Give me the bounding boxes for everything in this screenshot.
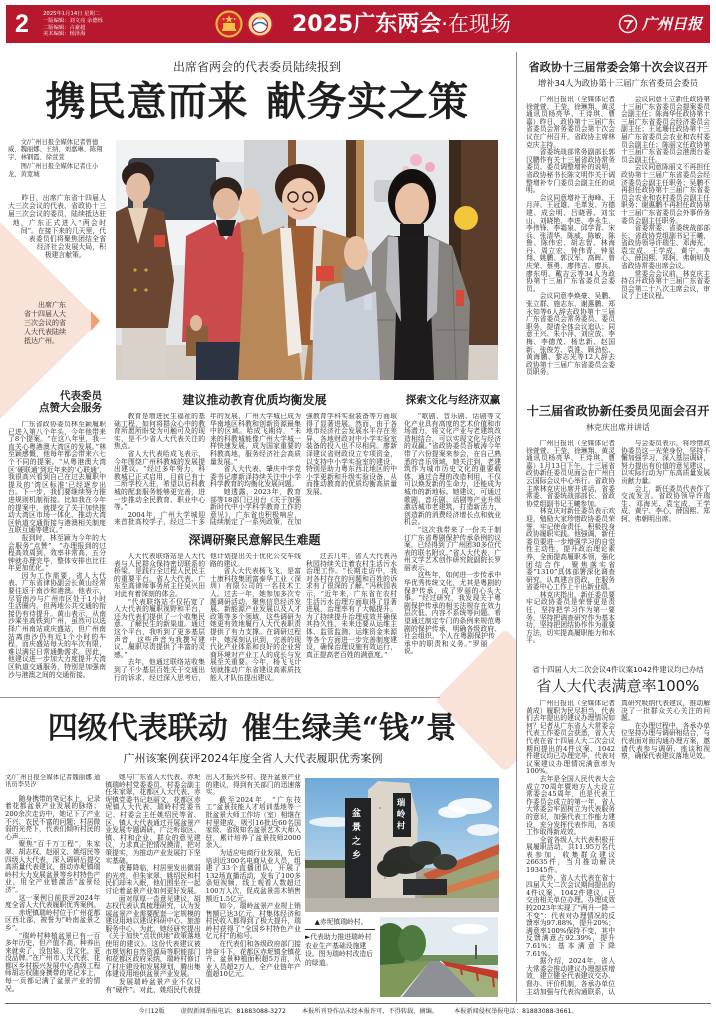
feature-headline bbox=[0, 711, 504, 747]
paragraph: 林克庆指出，新任委员要牢记政协委员是荣誉更是责任，坚持把学习作为第一要务，坚持把调查研究作为基本功，坚持把团结协作作为重要方法，切实提高履职能力和水平。 bbox=[526, 590, 615, 645]
photo-caption: ▲赤坭镇瑞岭村。 bbox=[314, 918, 368, 926]
paragraph: 全省各级人大代表积极开展履职活动，共11.95万名代表参加，收集群众建议26635件，当月推动解决19345件。 bbox=[526, 835, 615, 875]
paragraph: 去年，他通过联络站收集到了不少基层百姓关于交通出行的诉求，经过深入思考后，他计划提出关于优化公交车线路的建议。 bbox=[114, 553, 301, 682]
paragraph: 省委统战部常务副部长郭汉鹏作有关十三届省政协常务委员、委员调整增补的说明，省政协秘书长陈文明作关于调整增补专门委员会副主任的说明。 bbox=[526, 148, 615, 195]
lead-photo bbox=[116, 140, 498, 380]
section-title-main: 2025广东两会 bbox=[292, 12, 442, 37]
photo-caption: ►代表助力推进瑞岭村农业生产基础设施建设。图为瑞岭村改造后的绿道。 bbox=[305, 933, 373, 967]
section-body bbox=[8, 421, 106, 691]
brand-name: 广州日报 bbox=[642, 15, 703, 33]
story-headline: 十三届省政协新任委员见面会召开 bbox=[526, 404, 710, 418]
paragraph: 为适应电商行业发展，先后培训近300名电商从业人员，组建了33个直播团队，开展了132场直播活动，发布了100多条短视频，线上观看人数超过100万人次，促成盆景苗木销售额近1.5亿元。 bbox=[205, 848, 301, 903]
paragraph: 如今，瑞岭盆景产业规上销售额已达3亿元，村集体经济和村民收入都得到了极大提升，瑞岭村获得了“全国乡村特色产业亿元村”的称号。 bbox=[205, 902, 301, 941]
footer-item: 虚假新闻举报电话：81883088-3272 bbox=[180, 1008, 286, 1015]
story-subheadline: 增补34人为政协第十三届广东省委员会委员 bbox=[538, 78, 698, 88]
paragraph: 截至2024年，“广东技工”盆景技能人才培训基地等一批盆景大师工作坊（室）相继在村里建成，吸引16批近60名国家级、省级知名盆景艺术大师入驻，累计培养了盆景技师2000余人。 bbox=[205, 795, 301, 850]
paragraph: “这次我带来了一份关于制订广东省粤剧保护传承条例的议案，已经得到了广州团30多位代表的联名附议。”省人大代表、广州文学艺术创作研究院副院长罗丽表示。 bbox=[404, 525, 501, 572]
cppcc-emblem-icon bbox=[246, 10, 274, 38]
footer-item: 本报所刊登作品未经本报许可，不得转载、摘编。 bbox=[301, 1008, 438, 1015]
section-divider bbox=[0, 697, 440, 698]
paragraph: 省人大代表杨飞飞，是富士康科技集团富泰华工业（深圳）有限公司的一名技术工人。过去一年，她参加多次专题调研活动，聚焦信息经济发展、新能源产业发展以及人才政策等多个领域，这些调研为她更有效地履行人大代表职责提供了有力支撑。在调研过程中，她深刻认识到，完善的现代化产业体系和良好的企业营商环境对产业工人的成长与发展至关重要。今年，杨飞飞计划就推动广东省建设高素质技能人才队伍提出建议。 bbox=[210, 567, 301, 682]
byline-photo: 图/广州日报全媒体记者庄小龙、黄宽城 bbox=[8, 163, 99, 178]
paragraph: 面对厚厚一沓意见建议，胡志权代表认真梳理研究，认为发展盆景产业需要配套一定规模的建设用地以建设科研中心、旅游服务中心。为此，她经研究提出《关于加快“点状供地”政策落地使用的建议》。这份代表建议被市规划和自然资源局等职能部门和花都区政府采纳，瑞岭村修订了村庄建设和发展规划，腾出集体建设用地供盆景产业发展。 bbox=[105, 894, 201, 979]
paragraph: “瑞岭村种植盆景已有一百多年历史，但产值不高，种养出来就卖了，没包装、没文化，更没品牌。”在广州市人大代表、花都区乡村振兴发展中心高级工程师胡志权随身携带的笔记本上，每一页都记满了盆景产业的情况。 bbox=[5, 931, 101, 993]
story-body bbox=[526, 96, 710, 383]
feature-body bbox=[5, 774, 301, 1000]
section-heading: 探索文化与经济双赢 bbox=[405, 394, 501, 406]
footer-item: 本报新闻侵权举报电话：81883088-3661。 bbox=[453, 1008, 578, 1015]
paragraph: “歌剧、音乐剧、话剧等文化产业具有高度的艺术价值和市场潜力，将文化产业与老建筑改造相结合，可以实现文化与经济的双赢。”省政协委员吾敏涛今年带了六份提案来参会，在自己熟悉的音乐领域，她关注到，老建筑作为城市历史文化的重要载体，通过合理的改造利用，不仅可以焕发新的生命力，还能成为城市的新地标。她建议，可通过歌剧、音乐剧、话剧等产业升级激活城市老建筑，打造新活力，创造新的消费经济增长点和就业机会。 bbox=[404, 413, 501, 527]
photo-caption-text: 出席广东省十四届人大三次会议的省人大代表陆续抵达广州。 bbox=[24, 301, 66, 345]
section-heading bbox=[8, 391, 102, 414]
paragraph: 随身携带的笔记本上，记录着花都盆景产业发展的脉络；200余次走访中，她记下了产业不兴、农民不富的问题；村居微弱的光亮下，代表们倾听村民的心声…… bbox=[5, 794, 101, 841]
issue-date: 2025年1月14日 星期二 bbox=[43, 11, 101, 17]
editor-line: 美术编辑：杨泽海 bbox=[43, 31, 86, 38]
section-body bbox=[404, 413, 501, 690]
paragraph: 因为工作需要，省人大代表、广东省律协副会长黄山经常要往返于南沙和港澳。他表示，尽管南沙与广州市区处于1小时生活圈内，但两地公共交通的衔接仍有待提升。黄山表示，从南沙乘坐高铁到广州，虽然可以选择广州南站或庆盛站，但广州南站离南沙仍有近1个小时的车程，而庆盛站每天的车次有限，难以满足日常通勤需求。因此，他建议进一步加大力度提升大湾区轨道交通服务，特别是加强南沙与港澳之间的交通衔接。 bbox=[8, 571, 106, 679]
section-heading-line: 点赞大会服务 bbox=[39, 401, 102, 414]
paragraph: 会议同意陈丽文不再担任政协第十三届广东省委员会经济委员会副主任职务；吴鹏不再担任政协第十三届广东省委员会农业和农村委员会副主任职务；谢惠鹏不再担任政协第十三届广东省委员会外事侨务委员会副主任职务。 bbox=[621, 163, 710, 225]
paragraph: 广州日报讯（全媒体记者徐萱萱、王莹、徐琳翔、黄灵 通讯员杨亮华、王诗琪、曹嘉）昨日，政协第十三届广东省委员会常务委员会第十次会议在广州召开。省政协主席林克庆主持。 bbox=[526, 96, 615, 149]
footer-rule bbox=[5, 1003, 711, 1004]
paragraph: 与会委员表示，将珍惜政协委员这一光荣身份，坚持不懈加强学习，深入基层调研，努力提出有价值的意见建议，以实际行动为广东高质量发展贡献力量。 bbox=[621, 440, 710, 485]
section-heading: 建议推动教育优质均衡发展 bbox=[182, 393, 327, 407]
paragraph: 教育是增进民生福祉的基础工程，如何将群众心中的教育所愿所盼变为可触可及的现实，是不少省人大代表关注的焦点。 bbox=[114, 413, 205, 451]
issue-meta bbox=[43, 11, 103, 38]
story-body bbox=[526, 440, 710, 646]
lead-paragraph: 昨日，出席广东省十四届人大三次会议的代表、省政协十三届三次会议的委员，陆续抵达驻地，广东正式进入“两会时间”。在接下来的几天里，代表委员们将聚焦团结全省经济社会发展大局，积极建言献策。 bbox=[8, 194, 106, 260]
editor-line: 二版编辑：占豪超 bbox=[43, 24, 86, 31]
paragraph: 在代表们和各级政府部门接续奋斗下，花都区赤坭镇全镇花卉、盆景种植面积超5万亩，从业人员超2万人，全产业链年产值超10亿元。 bbox=[205, 940, 301, 979]
lead-headline-part: 携民意而来 bbox=[45, 78, 248, 125]
story-kicker: 省十四届人大二次会议4件议案1042件建议均已办结 bbox=[532, 665, 704, 674]
paragraph: 在办理过程中，各承办单位坚持办理与调研相结合，与代表面对面沟通办理方案，邀请代表参与调研、座谈和视察，确保代表建议落地见效。 bbox=[621, 721, 710, 761]
paragraph: 常委会会议前，林克庆主持召开政协第十三届广东省委员会第二十八次主席会议，审议了上述议程。 bbox=[621, 269, 710, 301]
paragraph: 夜幕降临，村居里发出微弱的光亮，但朱家翠、姚绍民和村民们却未入眠，他们围坐在一起讨论着盆景产业如何更好发展。 bbox=[105, 864, 201, 895]
paragraph: 过去几年，省人大代表冯秋园持续关注着农村生活污水治理工作。“长期走访中，我对各村存在的问题和百姓的诉求有了很深的了解。”冯秋园表示，“近年来，广东省在农村生活污水治理方面取得了显著进展，治理率有了大幅提升。为了持续提升治理成效并确保其持久性，未来还要从运维主体、监管监测、运维资金来源等各个方面进一步完善制度建设，确保治理设施有效运行，真正提高老百姓的满意度。” bbox=[306, 553, 397, 659]
paragraph: 聚焦“百千万工程”，朱家翠、胡志权、赵丽文、姚绍民等四级人大代表，深入调研后提交高质量代表建议，推动赤坭镇瑞岭村大力发展盆景等乡村特色产业，用全产业链激活“盆景经济”。 bbox=[5, 840, 101, 894]
sign-slogan: 盆景之乡 bbox=[350, 808, 360, 864]
paragraph: 省人大代表、肇庆中学党委书记廖新泽持续关注中小学科学教育的均衡化发展问题。 bbox=[210, 465, 301, 489]
sign-village-name: 瑞岭村 bbox=[395, 798, 405, 833]
lead-byline bbox=[8, 139, 106, 178]
paragraph: 广州日报讯（全媒体记者徐萱萱、王莹、徐琳翔、黄灵 通讯员杨亮华、王诗琪、曹嘉）1月13日下午，十三届省政协新任委员见面会在广州白云国际会议中心举行。省政协主席林克庆出席并讲话，省委常委、省委统战部部长、省政协党组副书记王曦参加。 bbox=[526, 440, 615, 508]
feature-headline-part: 催生绿美“钱”景 bbox=[241, 711, 457, 746]
story-headline: 省人大代表满意率100% bbox=[536, 677, 700, 695]
paragraph: 报到时，林至颖为今年的大会服务“点赞”，“办理报到的过程高效周到，效率非常高，五分钟就办理完毕，整体安排也比往年更加优化。” bbox=[8, 533, 106, 573]
feature-byline: 文/广州日报全媒体记者魏丽娜 通讯员李昊汐 bbox=[5, 774, 101, 789]
lead-headline-part: 献务实之策 bbox=[266, 78, 469, 125]
footer-item: 今日12版 bbox=[138, 1008, 165, 1015]
paragraph: 据介绍，2024年，省人大常委会推动建议办理提质增效，建立健全代表建议交办、督办、评价机制，各承办单位主动加强与代表沟通联系，认真研究吸纳代表建议，推动解决了一批群众关心关注的问题。 bbox=[526, 700, 710, 996]
paragraph: “代表联络站不仅拓宽了人大代表的履职视野和平台，还为代表们提供了一个收集民意、了解民生的新渠道。通过这个平台，我听到了更多基层声音，这些声音为我撰写建议、履职尽责提供了丰富的灵感。” bbox=[114, 597, 205, 659]
paragraph: 会议同意王立新任政协第十三届广东省委员会提案委员会副主任；陈海华任政协第十三届广东省委员会经济委员会副主任；王延珊任政协第十三届广东省委员会农业和农村委员会副主任；陈丽文任政协第十三届广东省委员会港澳台委员会副主任。 bbox=[621, 96, 710, 164]
paragraph: 此外，省人大代表在省十四届人大二次会议期间提出的4件议案、1042件建议，已交由相关单位办理。办理成效较2023年实现了“两升一降一不变”：代表对办理情况的反馈率为97.88%，提升20%；满意率100%保持不变，其中反馈满意占92.39%，提升7.61%；基本满意下降7.61%。 bbox=[526, 873, 615, 958]
editor-line: 一版编辑：刘文亮 余德烁 bbox=[43, 17, 103, 24]
feature-headline-part: 四级代表联动 bbox=[47, 711, 228, 746]
caption-divider bbox=[305, 929, 375, 930]
paragraph: 2004年，广州大学城迎来首批高校学子，经过二十多年的发展，广州大学城已成为华南地区科教和创新资源最集中的区域。哈成飞期待，“未来的科教城能像广州大学城一样快速发展，成为国家重要的科教高地，服务经济社会高质量发展。” bbox=[114, 413, 301, 527]
paragraph: 人大代表联络站是人大代表与人民群众保持密切联系的桥梁，是践行全过程人民民主的重要平台。省人大代表、广东至高律师事务所主任吴兴田对此有着深刻的体会。 bbox=[114, 553, 205, 598]
page-header-bar bbox=[6, 5, 710, 43]
paragraph: 省委常委、省委统战部部长、省政协党组副书记王曦，省政协领导许瑞生、邓海光、袁宝成、王学成、黄宁、李心、薛国熙、郑轲、弗朝明及省政协常委出席会议。 bbox=[621, 224, 710, 271]
section-title-suffix: ·在现场 bbox=[441, 12, 511, 36]
greenway-photo bbox=[380, 917, 498, 997]
paragraph: 省人大代表哈成飞表示，今年围绕广州科教城的发展提出建议。“经过多年努力，科教城已正式启用，目前已有十二所学校入驻，希望以后科教城的配套服务能够更完善，进一步推动全民教育、职业中心等。” bbox=[114, 449, 205, 512]
brand-logo bbox=[618, 13, 702, 35]
page-number: 2 bbox=[15, 10, 29, 38]
lead-kicker: 出席省两会的代表委员陆续报到 bbox=[172, 60, 341, 74]
story-headline: 省政协十三届常委会第十次会议召开 bbox=[528, 61, 708, 74]
paragraph: 赤坭镇瑞岭村位于广州花都区西北部，被誉为“岭南盆景之乡”。 bbox=[5, 908, 101, 932]
paragraph: 广州日报讯（全媒体记者黄成）履职为民尽担当，代表们去年提出的建议办理情况如何？记者从广东省人大常委会代表工作委员会获悉，省人大代表在省十四届人大二次会议期间提出的4件议案、1042件建议均已办理完毕，代表对议案建议办理情况满意率为100%。 bbox=[526, 700, 615, 776]
lead-headline bbox=[0, 78, 514, 126]
paragraph: 会议同意李焕豪、吴鹏、张立群、施志东、谢惠鹏、郑永知等6人辞去政协第十三届广东省委员会常务委员、委员职务，提请全体会议追认；同意王兴、朱小萍、刘应放、李梅、李德茂、杨忠新、赵国新、张俊芳、袁淮、顾劲松、黄海鹏、黎志光等12人辞去政协第十三届广东省委员会委员职务。 bbox=[526, 292, 615, 377]
paragraph: 她与广东省人大代表、赤坭镇瑞岭村党委委员、村委会副主任朱家翠，花都区人大代表、赤坭镇党委书记赵丽文，花都区赤坭镇人大代表、瑞岭村党委书记、村委会主任姚绍民等省、区、镇人大代表通过开展盆景产业发展专题调研，广泛听取区、镇、村和企业、群众的意见建议，力求真正把情况摸清，把对策提实，为推动产业发展打下坚实基础。 bbox=[105, 774, 201, 865]
national-emblem-icon bbox=[215, 10, 243, 38]
paragraph: 这一案例日前获评2024年度全省人大代表履职优秀案例。 bbox=[5, 893, 101, 910]
story-subheadline: 林克庆出席并讲话 bbox=[586, 423, 650, 432]
column-divider bbox=[516, 52, 517, 1002]
feature-subtitle: 广州该案例获评2024年度全省人大代表履职优秀案例 bbox=[123, 752, 383, 765]
section-body bbox=[114, 413, 397, 528]
section-title bbox=[292, 10, 511, 39]
footer bbox=[0, 1007, 716, 1017]
section-body bbox=[114, 553, 397, 690]
paragraph: 会上，新任委员代表作了交流发言。省政协领导许瑞生、邓海光、袁宝成、王学成、黄宁、李心、薛国熙、郑轲、弗朝明出席。 bbox=[621, 484, 710, 523]
guangzhou-daily-logo-icon bbox=[618, 14, 638, 34]
paragraph: 会议同意增补王海峰、王月萍、王冠雄、毛革发、方德建、成会明、吕晓蓉、刘宝山、刘晓艳、李进、李永生、李伟锋、李霜泉、邱学青、宋兵、张清华、陈威、陈敏、陈鲁、陈伟宏、胡志智、林海丹、周立宏、钟伟青、钟星翔、姚鹏、郭汉军、高晖、曾庆荣、蔡勇、廖伟吉、廖兵、廖东明、戴吉云等34人为政协第十三届广东省委员会委员。 bbox=[526, 193, 615, 293]
byline-text: 文/广州日报全媒体记者曾德威、魏丽娜、王纳、刘嘉琳、陈翔宇、林钢霞、徐萱萱 bbox=[8, 139, 103, 161]
paragraph: 她透露，2023年，教育部等18部门已出台《关于加强新时代中小学科学教育工作的意见》，广东省也积极响应，陆续制定了一系列政策，在加强教育学科实验装备等方面取得了显著进展。然而，由于各地市经济社会发展水平存在差异，各地财政对中小学实验室装备的投入也不尽相同。廖新泽建议省财政设立专项资金，以支持中小学实验室的建设，特别是助力粤东西北地区的中小学更新和升级实验设备，从而推动教育的优质均衡高质量发展。 bbox=[210, 413, 397, 527]
paragraph: 广东省政协委员林至颖履职已进入第八个年头，今年他带来了8个提案。“在这八年里，我一直关心粤港澳大湾区的发展。”林至颖感慨，他每年都会带来六七个不同的提案。“从粤港澳大湾区‘硬联通’到近年来的‘心联通’，我很高兴看到自己在过去履职中提及的‘湾区标准’已经逐步出台。下一步，我们要继续努力推进规则机制衔接。比如我在今年的提案中，就提交了关于加快推动大湾区市场一体化、推动大湾区轨道交通衔接与港澳相关制度互联互通等建议。” bbox=[8, 421, 106, 535]
lead-paragraph-wrap bbox=[8, 194, 106, 290]
paragraph: 去年是全国人民代表大会成立70周年暨地方人大设立常委会45周年，也是代表工作委员会成立的第一年，省人大常委会牢固树立为代表服务的意识，加强代表工作能力建设，充分发挥代表作用，各项工作取得新成效。 bbox=[526, 774, 615, 837]
paragraph: 林克庆对新任委员表示欢迎，勉励大家珍惜政协委员荣誉，牢记使命责任，积极投身政协履职实践。他强调，新任委员要进一步增强学习的自觉性主动性，提升政治理论素养，全面提高履职本领，强化团结合作，聚焦落实省委“1310”具体部署深化调查研究，认真建言资政，在服务省委中心工作上干出新业绩。 bbox=[526, 507, 615, 592]
story-body bbox=[526, 700, 710, 1000]
paragraph: 发展瑞岭盆景产业不仅只有“硬件”。对此，姚绍民代表提出人才振兴乡村、提升盆景产业的建议，得到有关部门的迅速落实。 bbox=[105, 774, 301, 994]
arrow-right-icon bbox=[91, 311, 100, 331]
section-heading-line: 代表委员 bbox=[60, 390, 102, 402]
photo-caption bbox=[24, 301, 72, 346]
paragraph: 这些年，如何进一步传承中华优秀传统文化，尤其是粤剧的保护传承，成了罗丽的心头大事。“经过研究，我发现关于粤剧保护传承的相关法规存在效力层次低、内容不系统等问题。希望通过制定专门的条例来规范粤剧的保护传承，明确各级政府、社会组织、个人在粤剧保护传承中的职责和义务。”罗丽说。 bbox=[404, 571, 501, 656]
section-heading: 深调研聚民意解民生难题 bbox=[188, 533, 321, 547]
